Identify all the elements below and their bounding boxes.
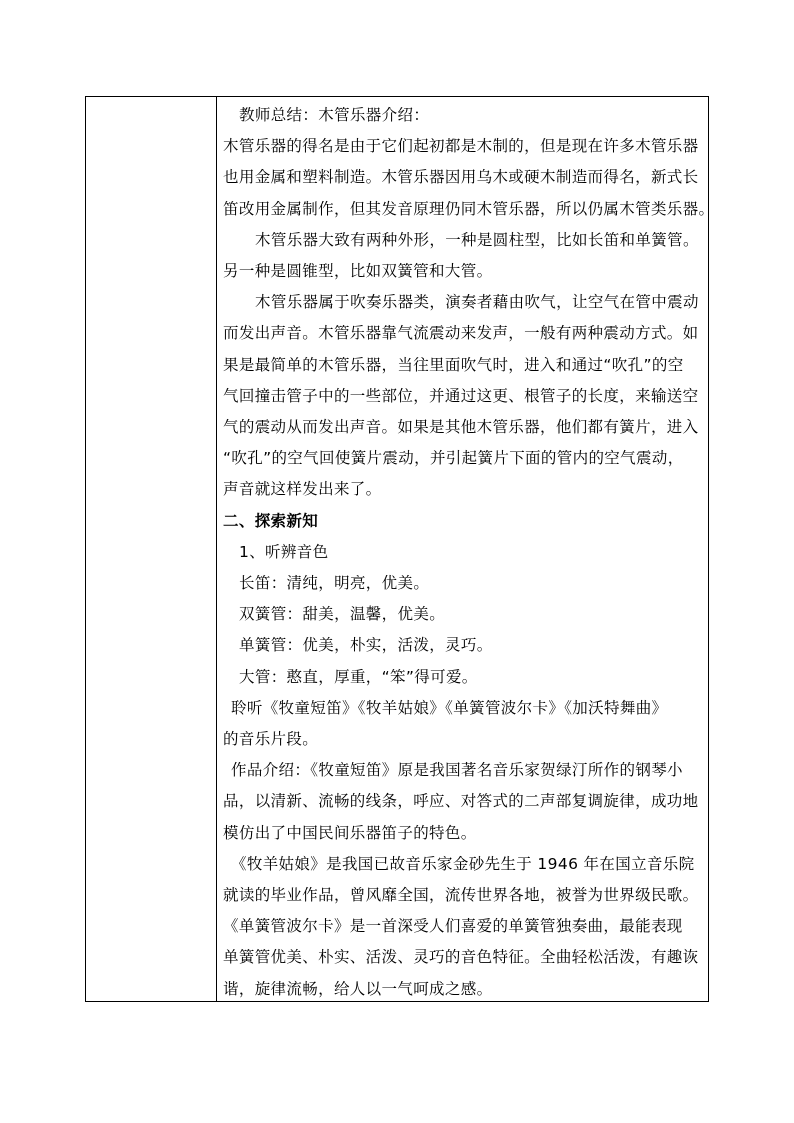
text-line: 就读的毕业作品，曾风靡全国，流传世界各地，被誉为世界级民歌。 (223, 886, 699, 904)
text-line: 声音就这样发出来了。 (223, 480, 382, 499)
text-line: 气回撞击管子中的一些部位，并通过这更、根管子的长度，来输送空 (223, 386, 699, 405)
text-line: 教师总结：木管乐器介绍： (239, 106, 430, 124)
text-line: 作品介绍：《牧童短笛》原是我国著名音乐家贺绿汀所作的钢琴小 (231, 761, 683, 780)
text-line: 另一种是圆锥型，比如双簧管和大管。 (223, 262, 493, 280)
text-line: 木管乐器大致有两种外形，一种是圆柱型，比如长笛和单簧管。 (255, 230, 699, 249)
text-line: 的音乐片段。 (223, 730, 319, 748)
text-line: 气的震动从而发出声音。如果是其他木管乐器，他们都有簧片，进入 (223, 418, 699, 436)
text-line: 也用金属和塑料制造。木管乐器因用乌木或硬木制造而得名，新式长 (223, 168, 699, 187)
text-line: 模仿出了中国民间乐器笛子的特色。 (223, 823, 477, 842)
text-line: 双簧管：甜美，温馨，优美。 (239, 605, 446, 624)
text-line: 《单簧管波尔卡》是一首深受人们喜爱的单簧管独奏曲，最能表现 (223, 917, 683, 936)
text-line: 大管：憨直，厚重，“笨”得可爱。 (239, 667, 478, 686)
text-line: 《牧羊姑娘》是我国已故音乐家金砂先生于 1946 年在国立音乐院 (231, 854, 695, 873)
text-line: 笛改用金属制作，但其发音原理仍同木管乐器，所以仍属木管类乐器。 (223, 199, 715, 218)
text-line: 1、听辨音色 (239, 542, 329, 561)
left-column-cell (86, 97, 217, 1001)
text-line: 品，以清新、流畅的线条，呼应、对答式的二声部复调旋律，成功地 (223, 792, 699, 811)
text-line: 木管乐器属于吹奏乐器类，演奏者藉由吹气，让空气在管中震动 (255, 293, 699, 312)
text-line: “吹孔”的空气回使簧片震动，并引起簧片下面的管内的空气震动， (223, 449, 684, 468)
lesson-table (85, 96, 715, 1002)
text-line: 长笛：清纯，明亮，优美。 (239, 574, 430, 592)
text-line: 聆听《牧童短笛》《牧羊姑娘》《单簧管波尔卡》《加沃特舞曲》 (231, 698, 668, 717)
section-heading: 二、探索新知 (223, 511, 319, 530)
text-line: 谐，旋律流畅，给人以一气呵成之感。 (223, 979, 493, 998)
text-line: 果是最简单的木管乐器，当往里面吹气时，进入和通过“吹孔”的空 (223, 355, 684, 374)
text-line: 单簧管：优美，朴实，活泼，灵巧。 (239, 636, 493, 655)
text-line: 而发出声音。木管乐器靠气流震动来发声，一般有两种震动方式。如 (223, 324, 699, 343)
text-line: 单簧管优美、朴实、活泼、灵巧的音色特征。全曲轻松活泼，有趣诙 (223, 948, 699, 967)
text-line: 木管乐器的得名是由于它们起初都是木制的，但是现在许多木管乐器 (223, 137, 699, 156)
